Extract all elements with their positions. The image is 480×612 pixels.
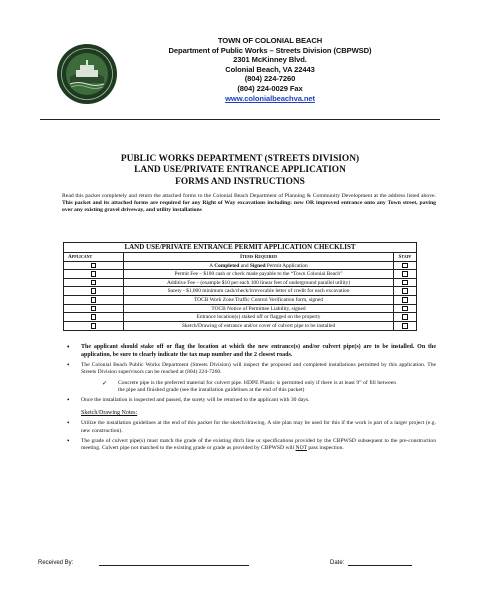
required-item	[124, 305, 394, 313]
required-item-text: and	[239, 262, 250, 269]
required-item-text: TOCB Notice of Permittee Liability, signed	[211, 305, 306, 312]
table-row	[64, 305, 416, 314]
list-item	[64, 438, 436, 452]
bullet-icon: •	[67, 361, 70, 370]
required-item-text: Permit Application	[265, 262, 308, 269]
intro-paragraph	[62, 193, 436, 215]
staff-cell	[394, 322, 416, 331]
staff-cell	[394, 305, 416, 313]
required-item	[124, 296, 394, 304]
header-divider	[40, 119, 440, 120]
table-row	[64, 287, 416, 296]
required-item	[124, 313, 394, 321]
not-emphasis: NOT	[295, 445, 307, 452]
staff-checkbox[interactable]	[402, 288, 408, 294]
items-column-header: Items Required	[124, 253, 394, 261]
applicant-cell	[64, 262, 124, 270]
title-line-3: FORMS AND INSTRUCTIONS	[175, 176, 305, 187]
applicant-checkbox[interactable]	[91, 297, 97, 303]
table-row	[64, 296, 416, 305]
required-item-text: Entrance location(s) staked off or flagged on the property	[196, 314, 321, 321]
sketch-notes-heading: Sketch/Drawing Notes:	[81, 410, 138, 417]
checklist-header-row	[64, 253, 416, 262]
staff-cell	[394, 270, 416, 278]
note-surety-return: Once the installation is inspected and passed, the surety will be returned to the applicant with 30 days.	[81, 397, 310, 403]
bullet-icon: •	[67, 419, 70, 428]
intro-text: Read this packet completely and return the attached forms to the Colonial Beach Department of Planning & Community Development at the address listed above.	[62, 193, 436, 199]
note-installation-guidelines: Utilize the installation guidelines at the end of this packet for the sketch/drawing. A site plan may be used for this if the work is part of a larger project (e.g. new construction).	[81, 420, 436, 434]
applicant-checkbox[interactable]	[91, 271, 97, 277]
staff-checkbox[interactable]	[402, 280, 408, 286]
town-seal-logo	[56, 43, 118, 105]
website-link[interactable]: www.colonialbeachva.net	[225, 93, 315, 103]
note-stake-location: The applicant should stake off or flag the location at which the new entrance(s) and/or culvert pipe(s) are to be installed. On the application, be sure to clearly indicate the tax map number and the 2 closest roads.	[81, 344, 436, 358]
date-label: Date:	[330, 560, 345, 566]
staff-cell	[394, 287, 416, 295]
table-row	[64, 270, 416, 279]
phone-number: (804) 224-7260	[244, 74, 296, 84]
town-name: TOWN OF COLONIAL BEACH	[217, 36, 323, 45]
required-item	[124, 262, 394, 270]
applicant-column-header: Applicant	[64, 253, 124, 261]
required-item	[124, 279, 394, 287]
applicant-cell	[64, 270, 124, 278]
applicant-checkbox[interactable]	[91, 314, 97, 320]
title-line-1: PUBLIC WORKS DEPARTMENT (STREETS DIVISION)	[120, 154, 360, 164]
received-by-line[interactable]	[99, 565, 249, 566]
bullet-icon: •	[67, 396, 70, 404]
applicant-cell	[64, 287, 124, 295]
department-name: Department of Public Works – Streets Division (CBPWSD)	[168, 45, 372, 55]
required-item-emphasis: Completed	[214, 262, 240, 269]
note-culvert-grade	[81, 438, 436, 451]
document-title	[40, 154, 440, 188]
table-row	[64, 313, 416, 322]
staff-checkbox[interactable]	[402, 297, 408, 303]
table-row	[64, 322, 416, 331]
staff-cell	[394, 313, 416, 321]
required-item-text: Sketch/Drawing of entrance and/or cover of culvert pipe to be installed	[181, 322, 336, 329]
list-item	[64, 380, 396, 394]
table-row	[64, 279, 416, 288]
staff-cell	[394, 262, 416, 270]
bullet-icon: •	[67, 343, 70, 351]
required-item-text: Permit Fee – $100 cash or check made payable to the “Town Colonial Beach”	[174, 271, 343, 278]
applicant-checkbox[interactable]	[91, 263, 97, 269]
instruction-notes	[64, 344, 436, 455]
required-item-emphasis: Signed	[249, 262, 266, 269]
title-line-2: LAND USE/PRIVATE ENTRANCE APPLICATION	[134, 165, 346, 176]
checklist-title: LAND USE/PRIVATE ENTRANCE PERMIT APPLICATION CHECKLIST	[64, 243, 416, 253]
required-item	[124, 322, 394, 331]
note-culvert-grade-end: pass inspection.	[306, 445, 344, 452]
list-item	[64, 397, 436, 404]
intro-bold-text: This packet and its attached forms are required for any Right of Way excavations including: new OR improved entrance onto any Town street, paving over any existing gravel driveway, and utility installations	[62, 200, 436, 214]
required-item-text: TOCB Work Zone Traffic Control Verification form, signed	[194, 296, 323, 303]
applicant-cell	[64, 305, 124, 313]
date-field	[330, 560, 412, 566]
note-pipe-material: Concrete pipe is the preferred material for culvert pipe. HDPE Plastic is permitted only if there is at least 9” of fill between the pipe and finished grade (see the installation guidelines at the end of this packet)	[118, 379, 396, 393]
staff-checkbox[interactable]	[402, 323, 408, 329]
list-item	[64, 420, 436, 434]
received-by-field	[38, 560, 249, 566]
letterhead	[150, 36, 390, 103]
checkmark-icon: ✓	[102, 379, 108, 387]
applicant-cell	[64, 279, 124, 287]
staff-checkbox[interactable]	[402, 306, 408, 312]
required-item-text: Surety - $1,000 minimum cash/check/irrevocable letter of credit for each excavation	[167, 288, 350, 295]
street-address: 2301 McKinney Blvd.	[233, 55, 307, 65]
required-item	[124, 270, 394, 278]
city-state-zip: Colonial Beach, VA 22443	[225, 64, 315, 74]
applicant-cell	[64, 296, 124, 304]
staff-cell	[394, 296, 416, 304]
applicant-cell	[64, 322, 124, 331]
fax-number: (804) 224-0029 Fax	[237, 83, 303, 93]
staff-column-header: Staff	[398, 253, 412, 260]
required-item-text: A	[209, 262, 215, 269]
required-item-text: Additive Fee – (example $10 per each 100 linear feet of underground parallel utility)	[167, 279, 350, 286]
received-by-label: Received By:	[38, 560, 74, 566]
list-item	[64, 362, 436, 376]
applicant-checkbox[interactable]	[91, 288, 97, 294]
list-item	[64, 344, 436, 359]
staff-checkbox[interactable]	[402, 263, 408, 269]
note-culvert-grade-text: The grade of culvert pipe(s) must match the grade of the existing ditch line or specifications provided by the CBPWSD subsequent to the pre-construction meeting. Culvert pipe not matched to the existing grade or grade as provided by CBPWSD will	[81, 437, 436, 452]
applicant-checkbox[interactable]	[91, 306, 97, 312]
applicant-checkbox[interactable]	[91, 280, 97, 286]
date-line[interactable]	[348, 565, 412, 566]
applicant-cell	[64, 313, 124, 321]
checklist-table	[63, 242, 417, 331]
note-inspection: The Colonial Beach Public Works Department (Streets Division) will inspect the proposed and completed installations permitted by this application. The Streets Division supervisors can be reached at (804) 224-7260.	[81, 362, 436, 376]
table-row	[64, 262, 416, 271]
staff-checkbox[interactable]	[402, 271, 408, 277]
applicant-checkbox[interactable]	[91, 323, 97, 329]
staff-checkbox[interactable]	[402, 314, 408, 320]
bullet-icon: •	[67, 436, 70, 445]
required-item	[124, 287, 394, 295]
staff-cell	[394, 279, 416, 287]
